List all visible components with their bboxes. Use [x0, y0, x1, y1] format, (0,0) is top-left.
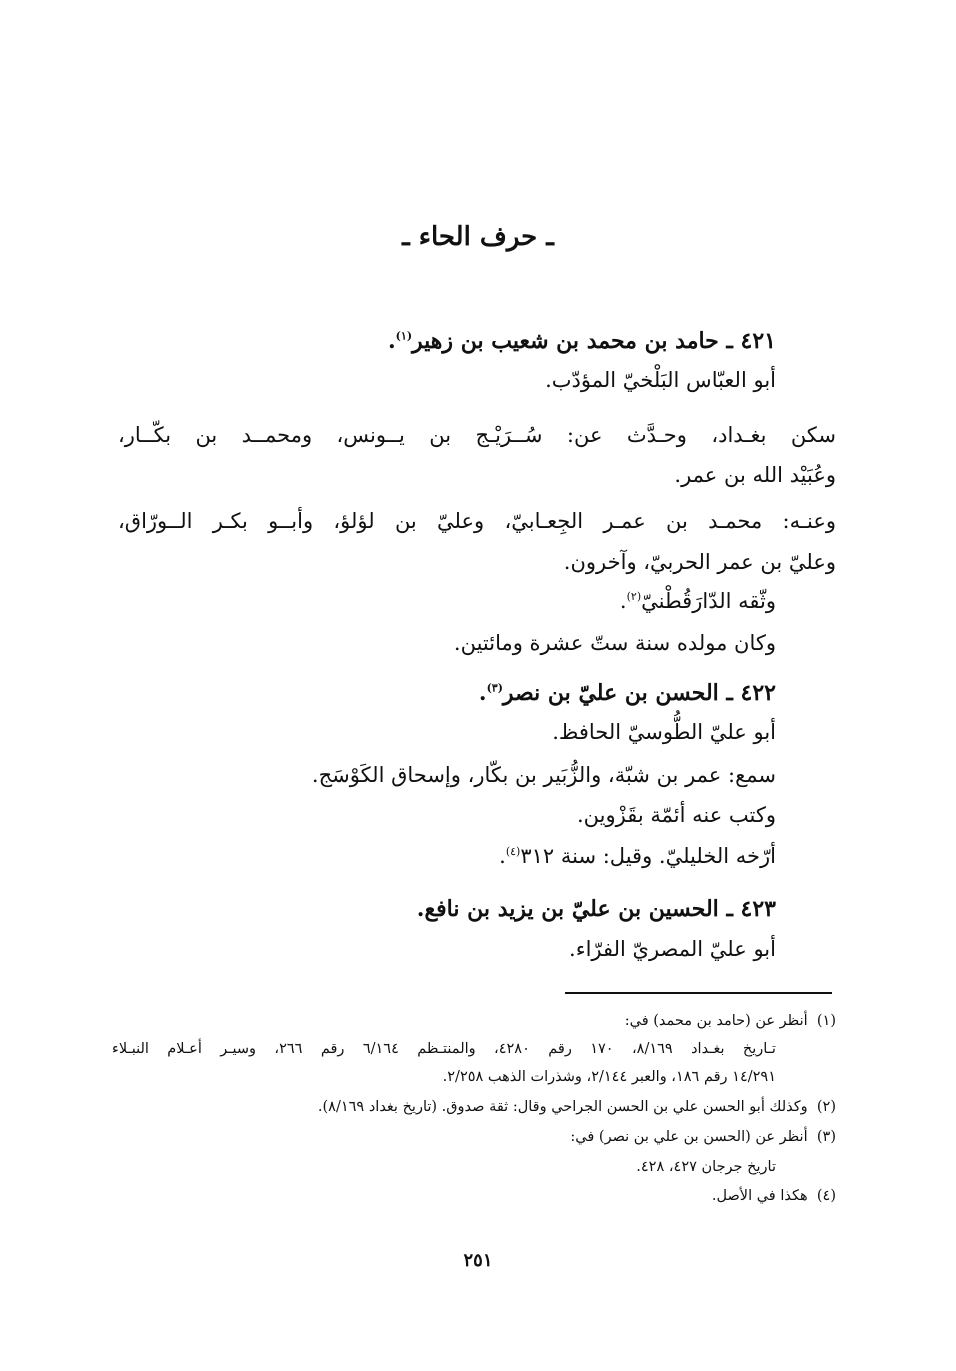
- entry-line: وعليّ بن عمر الحربيّ، وآخرون.: [563, 550, 836, 574]
- page-number: ٢٥١: [463, 1250, 493, 1271]
- entry-line: سمع: عمر بن شبّة، والزُّبَير بن بكّار، وإسحاق الكَوْسَج.: [311, 763, 776, 787]
- footnote-1: [625, 1013, 836, 1029]
- footnote-number: (٣): [816, 1129, 836, 1145]
- entry-title: [479, 680, 776, 706]
- footnote-ref: (٢): [626, 590, 642, 603]
- footnote-ref: (٤): [505, 845, 521, 858]
- footnote-text: هكذا في الأصل.: [711, 1188, 808, 1204]
- entry-line: وكتب عنه أئمّة بقَزْوين.: [576, 803, 776, 827]
- entry-line: وعُبَيْد الله بن عمر.: [674, 463, 836, 487]
- footnote-1-continuation: ١٤/٢٩١ رقم ١٨٦، والعبر ٢/١٤٤، وشذرات الذهب ٢/٢٥٨.: [442, 1069, 776, 1085]
- footnote-ref: (٣): [486, 681, 503, 695]
- footnote-4: [712, 1188, 836, 1204]
- entry-line: أبو عليّ الطُّوسيّ الحافظ.: [552, 720, 776, 744]
- entry-line: أبو عليّ المصريّ الفرّاء.: [569, 937, 776, 961]
- footnote-1-continuation: تـاريخ بغـداد ٨/١٦٩، ١٧٠ رقم ٤٢٨٠، والمنتـظم ٦/١٦٤ رقم ٢٦٦، وسيـر أعـلام النبـلاء: [112, 1041, 776, 1057]
- footnote-text: أنظر عن (الحسن بن علي بن نصر) في:: [570, 1129, 808, 1145]
- footnote-3: [570, 1129, 836, 1145]
- entry-line: أبو العبّاس البَلْخيّ المؤدّب.: [545, 368, 776, 392]
- footnote-text: وكذلك أبو الحسن علي بن الحسن الجراحي وقال: ثقة صدوق. (تاريخ بغداد ٨/١٦٩).: [317, 1099, 808, 1115]
- entry-line-end: .: [499, 844, 506, 868]
- footnote-3-continuation: تاريخ جرجان ٤٢٧، ٤٢٨.: [636, 1159, 776, 1175]
- entry-line-end: .: [619, 589, 627, 613]
- entry-line: سكن بغـداد، وحـدَّث عن: سُــرَيْـج بن يــونس، ومحمــد بن بكّــار،: [118, 423, 836, 447]
- entry-line: وكان مولده سنة ستّ عشرة ومائتين.: [453, 631, 776, 655]
- entry-line: وعنـه: محمـد بن عمـر الجِعـابيّ، وعليّ بن لؤلؤ، وأبــو بكـر الــورّاق،: [118, 509, 836, 533]
- footnote-2: [318, 1099, 836, 1115]
- entry-title-end: .: [388, 328, 396, 354]
- section-heading: ـ حرف الحاء ـ: [402, 222, 554, 252]
- entry-line: [499, 844, 776, 868]
- entry-title-text: ٤٢١ ـ حامد بن محمد بن شعيب بن زهير: [412, 328, 776, 354]
- footnote-number: (٢): [816, 1099, 836, 1115]
- footnote-ref: (١): [395, 329, 413, 343]
- entry-title-end: .: [478, 680, 487, 706]
- entry-title: [388, 328, 776, 354]
- footnote-number: (١): [816, 1013, 836, 1029]
- entry-line-text: أرّخه الخليليّ. وقيل: سنة ٣١٢: [520, 844, 776, 868]
- entry-title: ٤٢٣ ـ الحسين بن عليّ بن يزيد بن نافع.: [416, 896, 776, 922]
- entry-line: [620, 589, 776, 613]
- entry-title-text: ٤٢٢ ـ الحسن بن عليّ بن نصر: [502, 680, 776, 706]
- footnote-number: (٤): [816, 1188, 836, 1204]
- footnote-separator: [565, 992, 832, 994]
- entry-line-text: وثّقه الدّارَقُطْنيّ: [641, 589, 776, 613]
- footnote-text: أنظر عن (حامد بن محمد) في:: [624, 1013, 808, 1029]
